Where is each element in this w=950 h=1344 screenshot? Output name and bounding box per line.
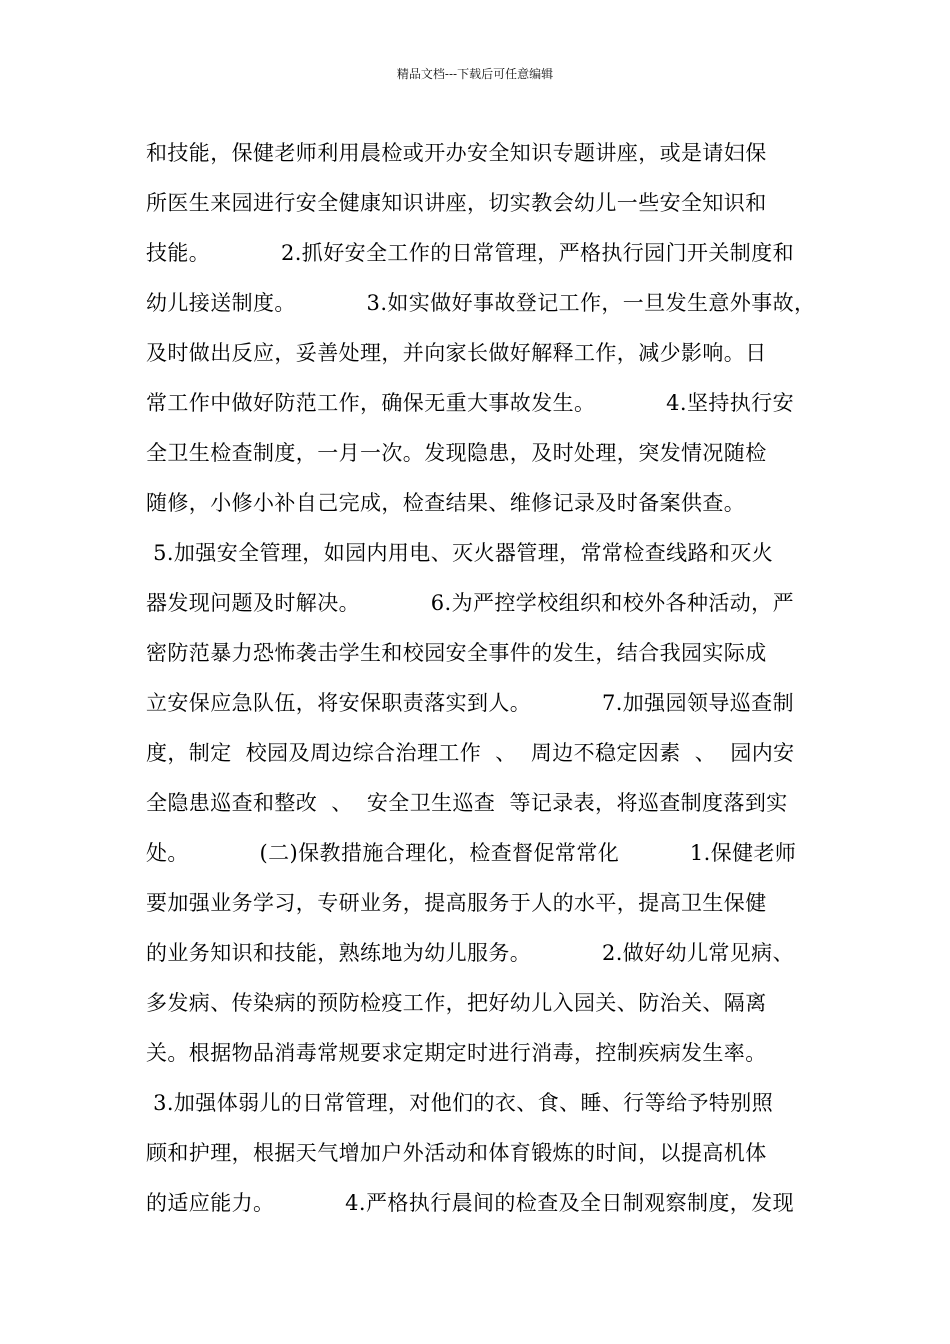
text-line: 的业务知识和技能，熟练地为幼儿服务。 2.做好幼儿常见病、 — [146, 941, 794, 965]
text-line: 器发现问题及时解决。 6.为严控学校组织和校外各种活动，严 — [146, 591, 794, 615]
text-line: 处。 (二)保教措施合理化，检查督促常常化 1.保健老师 — [146, 841, 797, 865]
text-line: 顾和护理，根据天气增加户外活动和体育锻炼的时间，以提高机体 — [146, 1141, 767, 1165]
text-line: 的适应能力。 4.严格执行晨间的检查及全日制观察制度，发现 — [146, 1191, 794, 1215]
text-line: 随修，小修小补自己完成，检查结果、维修记录及时备案供查。 — [146, 491, 746, 515]
text-line: 度，制定 校园及周边综合治理工作 、 周边不稳定因素 、 园内安 — [146, 741, 795, 765]
text-line: 全隐患巡查和整改 、 安全卫生巡查 等记录表，将巡查制度落到实 — [146, 791, 788, 815]
document-body — [146, 128, 818, 1228]
text-line: 密防范暴力恐怖袭击学生和校园安全事件的发生，结合我园实际成 — [146, 641, 767, 665]
text-line: 要加强业务学习，专研业务，提高服务于人的水平，提高卫生保健 — [146, 891, 767, 915]
text-line: 和技能，保健老师利用晨检或开办安全知识专题讲座，或是请妇保 — [146, 141, 767, 165]
text-line: 多发病、传染病的预防检疫工作，把好幼儿入园关、防治关、隔离 — [146, 991, 767, 1015]
text-line: 及时做出反应，妥善处理，并向家长做好解释工作，减少影响。日 — [146, 341, 767, 365]
text-line: 常工作中做好防范工作，确保无重大事故发生。 4.坚持执行安 — [146, 391, 794, 415]
text-line: 技能。 2.抓好安全工作的日常管理，严格执行园门开关制度和 — [146, 241, 794, 265]
text-line: 所医生来园进行安全健康知识讲座，切实教会幼儿一些安全知识和 — [146, 191, 767, 215]
text-line: 幼儿接送制度。 3.如实做好事故登记工作，一旦发生意外事故， — [146, 291, 816, 315]
text-line: 全卫生检查制度，一月一次。发现隐患，及时处理，突发情况随检 — [146, 441, 767, 465]
text-line: 立安保应急队伍，将安保职责落实到人。 7.加强园领导巡查制 — [146, 691, 794, 715]
text-line: 3.加强体弱儿的日常管理，对他们的衣、食、睡、行等给予特别照 — [146, 1091, 774, 1115]
text-line: 关。根据物品消毒常规要求定期定时进行消毒，控制疾病发生率。 — [146, 1041, 767, 1065]
page-header: 精品文档---下载后可任意编辑 — [396, 67, 554, 81]
text-line: 5.加强安全管理，如园内用电、灭火器管理，常常检查线路和灭火 — [146, 541, 774, 565]
